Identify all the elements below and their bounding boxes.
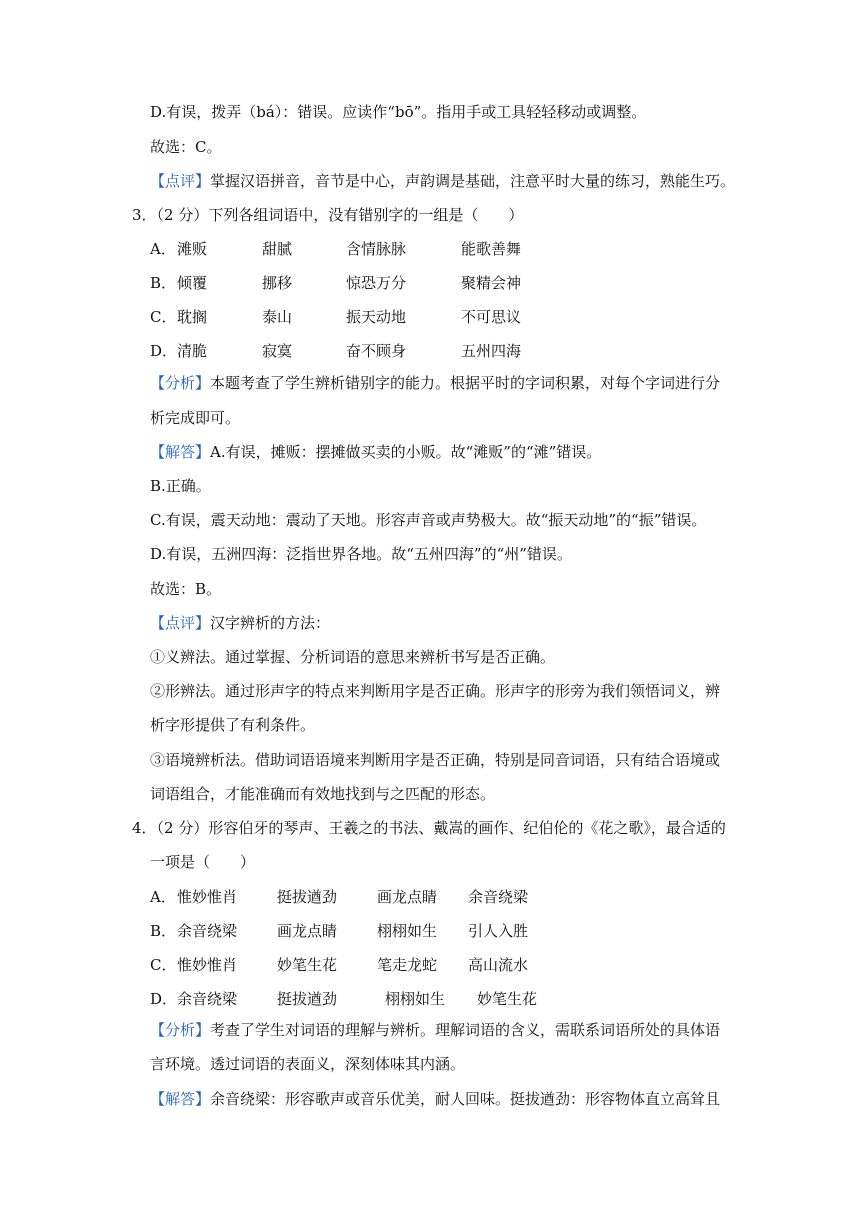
line-text: 词语组合，才能准确而有效地找到与之匹配的形态。 — [150, 785, 496, 803]
option-letter: B． — [150, 922, 177, 940]
text-line — [150, 441, 601, 463]
option-word: 泰山 — [262, 308, 293, 326]
option-word: 妙笔生花 — [277, 956, 338, 974]
option-word: 画龙点睛 — [277, 922, 338, 940]
option-word: 余音绕梁 — [177, 922, 238, 940]
option-word: 余音绕梁 — [177, 990, 238, 1008]
text-line — [150, 578, 221, 600]
option-word: 奋不顾身 — [346, 342, 407, 360]
text-line — [150, 680, 720, 702]
line-text: 故选：C。 — [150, 138, 222, 156]
option-word: 能歌善舞 — [461, 240, 522, 258]
text-line — [150, 170, 735, 192]
text-line — [150, 1088, 720, 1110]
line-text: 3．（2 分）下列各组词语中，没有错别字的一组是（ ） — [132, 206, 524, 224]
line-text: 汉字辨析的方法： — [210, 614, 331, 632]
option-word: 五州四海 — [461, 342, 522, 360]
option-word: 聚精会神 — [461, 274, 522, 292]
option-word: 余音绕梁 — [468, 888, 529, 906]
line-text: ③语境辨析法。借助词语语境来判断用字是否正确，特别是同音词语，只有结合语境或 — [150, 751, 721, 769]
option-word: 惊恐万分 — [346, 274, 407, 292]
text-line — [132, 817, 726, 839]
text-line — [150, 851, 255, 873]
option-word: 清脆 — [177, 342, 208, 360]
option-word: 画龙点睛 — [377, 888, 438, 906]
option-word: 不可思议 — [461, 308, 522, 326]
option-letter: B． — [150, 274, 177, 292]
line-text: 言环境。透过词语的表面义，深刻体味其内涵。 — [150, 1055, 466, 1073]
text-line — [150, 101, 646, 123]
text-line — [150, 612, 330, 634]
option-word: 倾覆 — [177, 274, 208, 292]
text-line — [150, 509, 706, 531]
option-word: 甜腻 — [262, 240, 293, 258]
section-tag: 【分析】 — [150, 374, 211, 392]
line-text: 余音绕梁：形容歌声或音乐优美，耐人回味。挺拔遒劲：形容物体直立高耸且 — [210, 1090, 721, 1108]
option-word: 振天动地 — [346, 308, 407, 326]
line-text: 故选：B。 — [150, 580, 222, 598]
option-word: 栩栩如生 — [385, 990, 446, 1008]
option-word: 挺拔遒劲 — [277, 990, 338, 1008]
section-tag: 【解答】 — [150, 443, 211, 461]
text-line — [150, 136, 221, 158]
text-line — [150, 749, 720, 771]
text-line — [150, 543, 572, 565]
line-text: 析字形提供了有利条件。 — [150, 716, 316, 734]
option-word: 栩栩如生 — [377, 922, 438, 940]
line-text: 本题考查了学生辨析错别字的能力。根据平时的字词积累，对每个字词进行分 — [210, 374, 721, 392]
section-tag: 【分析】 — [150, 1021, 211, 1039]
option-word: 引人入胜 — [468, 922, 529, 940]
option-word: 滩贩 — [177, 240, 208, 258]
line-text: C.有误，震天动地：震动了天地。形容声音或声势极大。故“振天动地”的“振”错误。 — [150, 511, 707, 529]
option-word: 挪移 — [262, 274, 293, 292]
line-text: A.有误，摊贩：摆摊做买卖的小贩。故“滩贩”的“滩”错误。 — [210, 443, 602, 461]
option-letter: D． — [150, 990, 178, 1008]
line-text: 4．（2 分）形容伯牙的琴声、王羲之的书法、戴嵩的画作、纪伯伦的《花之歌》，最合适的 — [132, 819, 726, 837]
option-word: 耽搁 — [177, 308, 208, 326]
text-line — [150, 1053, 465, 1075]
option-word: 笔走龙蛇 — [377, 956, 438, 974]
line-text: 析完成即可。 — [150, 409, 241, 427]
option-word: 妙笔生花 — [477, 990, 538, 1008]
text-line — [150, 783, 495, 805]
option-word: 惟妙惟肖 — [177, 956, 238, 974]
option-letter: D． — [150, 342, 178, 360]
line-text: ①义辨法。通过掌握、分析词语的意思来辨析书写是否正确。 — [150, 648, 556, 666]
text-line — [150, 372, 720, 394]
option-word: 挺拔遒劲 — [277, 888, 338, 906]
section-tag: 【点评】 — [150, 614, 211, 632]
text-line — [150, 1019, 720, 1041]
option-letter: A． — [150, 888, 176, 906]
section-tag: 【点评】 — [150, 172, 211, 190]
line-text: ②形辨法。通过形声字的特点来判断用字是否正确。形声字的形旁为我们领悟词义，辨 — [150, 682, 721, 700]
option-word: 含情脉脉 — [346, 240, 407, 258]
line-text: B.正确。 — [150, 477, 211, 495]
option-word: 惟妙惟肖 — [177, 888, 238, 906]
line-text: 考查了学生对词语的理解与辨析。理解词语的含义，需联系词语所处的具体语 — [210, 1021, 721, 1039]
text-line — [150, 475, 211, 497]
line-text: 掌握汉语拼音，音节是中心，声韵调是基础，注意平时大量的练习，熟能生巧。 — [210, 172, 736, 190]
text-line — [150, 714, 315, 736]
section-tag: 【解答】 — [150, 1090, 211, 1108]
option-letter: A． — [150, 240, 176, 258]
text-line — [150, 646, 555, 668]
text-line — [132, 204, 523, 226]
line-text: 一项是（ ） — [150, 853, 256, 871]
option-letter: C． — [150, 308, 177, 326]
option-letter: C． — [150, 956, 177, 974]
text-line — [150, 407, 240, 429]
option-word: 高山流水 — [468, 956, 529, 974]
option-word: 寂寞 — [262, 342, 293, 360]
line-text: D.有误，拨弄（bá）：错误。应读作“bō”。指用手或工具轻轻移动或调整。 — [150, 103, 647, 121]
line-text: D.有误，五洲四海：泛指世界各地。故“五州四海”的“州”错误。 — [150, 545, 572, 563]
